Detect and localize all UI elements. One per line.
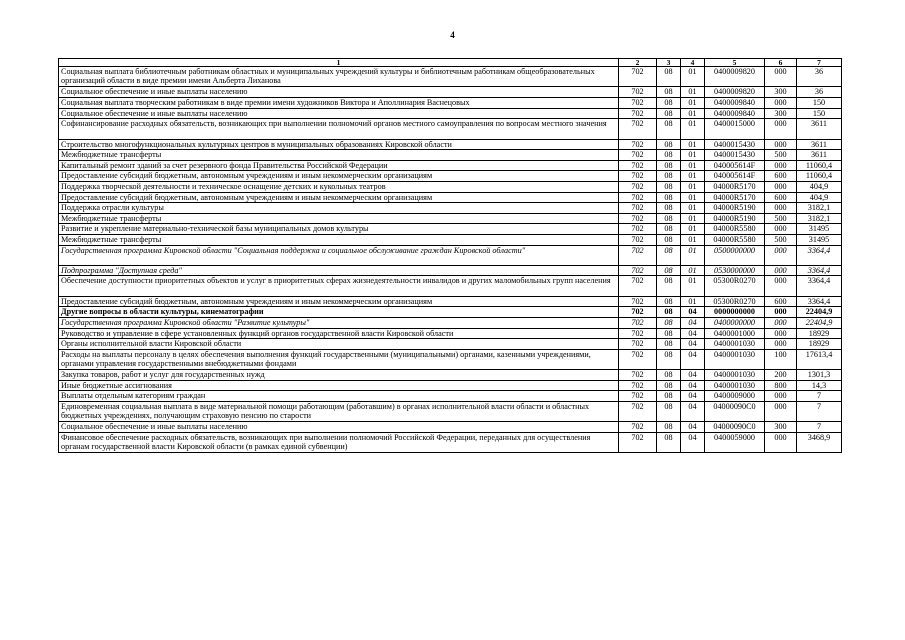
row-section-cell: 08	[657, 296, 681, 307]
row-subsection-cell: 01	[681, 203, 705, 214]
row-target-code-cell: 04000090C0	[705, 422, 765, 433]
row-name-cell: Поддержка творческой деятельности и техническое оснащение детских и кукольных театров	[59, 181, 619, 192]
row-section-cell: 08	[657, 87, 681, 98]
row-subsection-cell: 01	[681, 171, 705, 182]
row-amount-cell: 3611	[797, 119, 842, 139]
table-row	[59, 328, 842, 339]
row-section-cell: 08	[657, 307, 681, 318]
row-name-cell: Государственная программа Кировской области "Социальная поддержка и социальное обслуживание граждан Кировской области"	[59, 245, 619, 265]
row-target-code-cell: 0400000000	[705, 318, 765, 329]
row-admin-code-cell: 702	[619, 139, 657, 150]
row-subsection-cell: 04	[681, 422, 705, 433]
row-admin-code-cell: 702	[619, 108, 657, 119]
row-subsection-cell: 01	[681, 108, 705, 119]
row-amount-cell: 3611	[797, 150, 842, 161]
row-amount-cell: 7	[797, 391, 842, 402]
row-admin-code-cell: 702	[619, 150, 657, 161]
row-amount-cell: 18929	[797, 339, 842, 350]
row-name-cell: Государственная программа Кировской области "Развитие культуры"	[59, 318, 619, 329]
row-admin-code-cell: 702	[619, 213, 657, 224]
row-amount-cell: 31495	[797, 234, 842, 245]
row-target-code-cell: 05300R0270	[705, 276, 765, 296]
row-subsection-cell: 01	[681, 119, 705, 139]
table-row	[59, 349, 842, 369]
row-subsection-cell: 04	[681, 318, 705, 329]
row-section-cell: 08	[657, 97, 681, 108]
row-subsection-cell: 01	[681, 181, 705, 192]
row-target-code-cell: 0400009820	[705, 67, 765, 87]
table-row	[59, 224, 842, 235]
row-section-cell: 08	[657, 370, 681, 381]
row-amount-cell: 36	[797, 67, 842, 87]
header-col-5: 5	[705, 59, 765, 67]
row-amount-cell: 7	[797, 422, 842, 433]
row-section-cell: 08	[657, 402, 681, 422]
row-section-cell: 08	[657, 276, 681, 296]
row-subsection-cell: 01	[681, 87, 705, 98]
table-row	[59, 391, 842, 402]
row-amount-cell: 7	[797, 402, 842, 422]
row-expense-type-cell: 000	[765, 139, 797, 150]
row-section-cell: 08	[657, 192, 681, 203]
row-admin-code-cell: 702	[619, 391, 657, 402]
row-subsection-cell: 01	[681, 245, 705, 265]
table-row	[59, 402, 842, 422]
row-name-cell: Закупка товаров, работ и услуг для государственных нужд	[59, 370, 619, 381]
row-admin-code-cell: 702	[619, 192, 657, 203]
row-subsection-cell: 04	[681, 370, 705, 381]
row-amount-cell: 1301,3	[797, 370, 842, 381]
row-amount-cell: 22404,9	[797, 307, 842, 318]
row-name-cell: Предоставление субсидий бюджетным, автономным учреждениям и иным некоммерческим организациям	[59, 296, 619, 307]
row-expense-type-cell: 000	[765, 328, 797, 339]
page-number: 4	[450, 30, 455, 40]
row-subsection-cell: 01	[681, 224, 705, 235]
row-amount-cell: 3182,1	[797, 213, 842, 224]
row-amount-cell: 3364,4	[797, 265, 842, 276]
row-target-code-cell: 04000R5580	[705, 224, 765, 235]
row-admin-code-cell: 702	[619, 67, 657, 87]
row-name-cell: Руководство и управление в сфере установленных функций органов государственной власти Кировской области	[59, 328, 619, 339]
row-target-code-cell: 04000R5190	[705, 213, 765, 224]
row-name-cell: Финансовое обеспечение расходных обязательств, возникающих при выполнении полномочий Российской Федерации, переданных для осуществления органам государственной власти Кировской области (в рамках единой субвенции)	[59, 433, 619, 453]
row-expense-type-cell: 500	[765, 213, 797, 224]
row-target-code-cell: 0400009000	[705, 391, 765, 402]
row-amount-cell: 404,9	[797, 181, 842, 192]
row-expense-type-cell: 000	[765, 119, 797, 139]
row-admin-code-cell: 702	[619, 234, 657, 245]
header-col-6: 6	[765, 59, 797, 67]
row-name-cell: Подпрограмма "Доступная среда"	[59, 265, 619, 276]
row-amount-cell: 150	[797, 108, 842, 119]
table-row	[59, 296, 842, 307]
table-row	[59, 265, 842, 276]
row-name-cell: Другие вопросы в области культуры, кинематографии	[59, 307, 619, 318]
table-row	[59, 203, 842, 214]
row-subsection-cell: 04	[681, 402, 705, 422]
row-name-cell: Социальное обеспечение и иные выплаты населению	[59, 108, 619, 119]
row-subsection-cell: 04	[681, 328, 705, 339]
row-amount-cell: 14,3	[797, 380, 842, 391]
row-admin-code-cell: 702	[619, 339, 657, 350]
row-subsection-cell: 04	[681, 380, 705, 391]
row-expense-type-cell: 000	[765, 307, 797, 318]
row-admin-code-cell: 702	[619, 203, 657, 214]
row-admin-code-cell: 702	[619, 296, 657, 307]
row-name-cell: Межбюджетные трансферты	[59, 213, 619, 224]
row-expense-type-cell: 000	[765, 67, 797, 87]
row-amount-cell: 3364,4	[797, 245, 842, 265]
row-section-cell: 08	[657, 391, 681, 402]
row-admin-code-cell: 702	[619, 245, 657, 265]
row-subsection-cell: 01	[681, 67, 705, 87]
row-expense-type-cell: 000	[765, 402, 797, 422]
row-section-cell: 08	[657, 139, 681, 150]
row-target-code-cell: 0400015430	[705, 150, 765, 161]
table-row	[59, 422, 842, 433]
row-amount-cell: 3611	[797, 139, 842, 150]
row-section-cell: 08	[657, 265, 681, 276]
row-expense-type-cell: 000	[765, 318, 797, 329]
row-section-cell: 08	[657, 160, 681, 171]
row-admin-code-cell: 702	[619, 402, 657, 422]
row-admin-code-cell: 702	[619, 97, 657, 108]
row-expense-type-cell: 000	[765, 433, 797, 453]
row-target-code-cell: 040005614F	[705, 171, 765, 182]
row-admin-code-cell: 702	[619, 181, 657, 192]
row-expense-type-cell: 000	[765, 245, 797, 265]
row-section-cell: 08	[657, 422, 681, 433]
row-section-cell: 08	[657, 328, 681, 339]
header-col-7: 7	[797, 59, 842, 67]
row-amount-cell: 150	[797, 97, 842, 108]
row-section-cell: 08	[657, 349, 681, 369]
row-admin-code-cell: 702	[619, 119, 657, 139]
row-subsection-cell: 04	[681, 433, 705, 453]
row-name-cell: Социальное обеспечение и иные выплаты населению	[59, 87, 619, 98]
header-col-1: 1	[59, 59, 619, 67]
row-subsection-cell: 01	[681, 265, 705, 276]
row-expense-type-cell: 600	[765, 171, 797, 182]
row-amount-cell: 3468,9	[797, 433, 842, 453]
row-section-cell: 08	[657, 245, 681, 265]
row-admin-code-cell: 702	[619, 265, 657, 276]
row-subsection-cell: 01	[681, 276, 705, 296]
row-admin-code-cell: 702	[619, 87, 657, 98]
table-row	[59, 97, 842, 108]
row-section-cell: 08	[657, 339, 681, 350]
row-name-cell: Предоставление субсидий бюджетным, автономным учреждениям и иным некоммерческим организациям	[59, 171, 619, 182]
table-row	[59, 380, 842, 391]
table-row	[59, 276, 842, 296]
row-expense-type-cell: 000	[765, 224, 797, 235]
row-section-cell: 08	[657, 171, 681, 182]
row-subsection-cell: 01	[681, 97, 705, 108]
row-name-cell: Расходы на выплаты персоналу в целях обеспечения выполнения функций государственными (муниципальными) органами, казенными учреждениями, органами управления государственными внебюджетными фондами	[59, 349, 619, 369]
row-subsection-cell: 01	[681, 150, 705, 161]
row-target-code-cell: 0400001000	[705, 328, 765, 339]
row-admin-code-cell: 702	[619, 433, 657, 453]
table-row	[59, 150, 842, 161]
row-expense-type-cell: 000	[765, 391, 797, 402]
table-header-row	[59, 59, 842, 67]
row-name-cell: Софинансирование расходных обязательств, возникающих при выполнении полномочий органов местного самоуправления по вопросам местного значения	[59, 119, 619, 139]
row-target-code-cell: 0400015000	[705, 119, 765, 139]
table-row	[59, 87, 842, 98]
row-section-cell: 08	[657, 433, 681, 453]
row-name-cell: Капитальный ремонт зданий за счет резервного фонда Правительства Российской Федерации	[59, 160, 619, 171]
row-name-cell: Иные бюджетные ассигнования	[59, 380, 619, 391]
table-row	[59, 370, 842, 381]
row-subsection-cell: 04	[681, 391, 705, 402]
row-subsection-cell: 01	[681, 234, 705, 245]
row-admin-code-cell: 702	[619, 276, 657, 296]
row-section-cell: 08	[657, 213, 681, 224]
row-target-code-cell: 0000000000	[705, 307, 765, 318]
row-expense-type-cell: 000	[765, 181, 797, 192]
table-row	[59, 318, 842, 329]
row-admin-code-cell: 702	[619, 318, 657, 329]
row-expense-type-cell: 300	[765, 87, 797, 98]
row-section-cell: 08	[657, 181, 681, 192]
table-row	[59, 181, 842, 192]
row-expense-type-cell: 500	[765, 150, 797, 161]
row-name-cell: Предоставление субсидий бюджетным, автономным учреждениям и иным некоммерческим организациям	[59, 192, 619, 203]
row-section-cell: 08	[657, 203, 681, 214]
row-section-cell: 08	[657, 108, 681, 119]
row-name-cell: Обеспечение доступности приоритетных объектов и услуг в приоритетных сферах жизнедеятельности инвалидов и других маломобильных групп населения	[59, 276, 619, 296]
row-amount-cell: 404,9	[797, 192, 842, 203]
row-admin-code-cell: 702	[619, 160, 657, 171]
header-col-3: 3	[657, 59, 681, 67]
table-row	[59, 139, 842, 150]
row-admin-code-cell: 702	[619, 307, 657, 318]
row-section-cell: 08	[657, 234, 681, 245]
row-amount-cell: 11060,4	[797, 171, 842, 182]
row-amount-cell: 3182,1	[797, 203, 842, 214]
row-subsection-cell: 01	[681, 296, 705, 307]
row-admin-code-cell: 702	[619, 349, 657, 369]
row-expense-type-cell: 300	[765, 422, 797, 433]
row-name-cell: Единовременная социальная выплата в виде материальной помощи работающим (работавшим) в органах исполнительной власти области и областных бюджетных учреждениях, получающим страховую пенсию по старости	[59, 402, 619, 422]
table-row	[59, 119, 842, 139]
row-section-cell: 08	[657, 150, 681, 161]
table-row	[59, 245, 842, 265]
table-row	[59, 307, 842, 318]
budget-table-container	[58, 58, 841, 453]
row-expense-type-cell: 000	[765, 339, 797, 350]
row-section-cell: 08	[657, 318, 681, 329]
table-row	[59, 339, 842, 350]
table-row	[59, 234, 842, 245]
row-name-cell: Строительство многофункциональных культурных центров в муниципальных образованиях Кировской области	[59, 139, 619, 150]
row-subsection-cell: 01	[681, 160, 705, 171]
budget-table	[58, 58, 842, 453]
row-expense-type-cell: 200	[765, 370, 797, 381]
row-section-cell: 08	[657, 380, 681, 391]
row-target-code-cell: 0500000000	[705, 245, 765, 265]
row-name-cell: Социальная выплата творческим работникам в виде премии имени художников Виктора и Аполлинария Васнецовых	[59, 97, 619, 108]
row-target-code-cell: 0400009820	[705, 87, 765, 98]
row-expense-type-cell: 300	[765, 108, 797, 119]
row-amount-cell: 18929	[797, 328, 842, 339]
row-amount-cell: 36	[797, 87, 842, 98]
row-expense-type-cell: 600	[765, 296, 797, 307]
row-name-cell: Межбюджетные трансферты	[59, 234, 619, 245]
row-target-code-cell: 04000090C0	[705, 402, 765, 422]
table-row	[59, 108, 842, 119]
row-amount-cell: 31495	[797, 224, 842, 235]
row-target-code-cell: 04000R5190	[705, 203, 765, 214]
row-admin-code-cell: 702	[619, 171, 657, 182]
row-name-cell: Социальная выплата библиотечным работникам областных и муниципальных учреждений культуры и библиотечным работникам общеобразовательных организаций области в виде премии имени Альберта Лиханова	[59, 67, 619, 87]
row-amount-cell: 3364,4	[797, 276, 842, 296]
row-target-code-cell: 04000R5580	[705, 234, 765, 245]
row-name-cell: Органы исполнительной власти Кировской области	[59, 339, 619, 350]
row-name-cell: Социальное обеспечение и иные выплаты населению	[59, 422, 619, 433]
row-section-cell: 08	[657, 119, 681, 139]
table-row	[59, 433, 842, 453]
row-subsection-cell: 04	[681, 307, 705, 318]
row-target-code-cell: 0400001030	[705, 349, 765, 369]
row-name-cell: Развитие и укрепление материально-технической базы муниципальных домов культуры	[59, 224, 619, 235]
row-subsection-cell: 01	[681, 139, 705, 150]
row-expense-type-cell: 600	[765, 192, 797, 203]
row-target-code-cell: 0400001030	[705, 380, 765, 391]
table-row	[59, 213, 842, 224]
header-col-4: 4	[681, 59, 705, 67]
table-row	[59, 171, 842, 182]
row-expense-type-cell: 000	[765, 276, 797, 296]
row-subsection-cell: 01	[681, 192, 705, 203]
row-expense-type-cell: 000	[765, 203, 797, 214]
row-amount-cell: 3364,4	[797, 296, 842, 307]
row-target-code-cell: 04000R5170	[705, 192, 765, 203]
row-admin-code-cell: 702	[619, 224, 657, 235]
row-target-code-cell: 04000R5170	[705, 181, 765, 192]
row-expense-type-cell: 000	[765, 160, 797, 171]
row-name-cell: Поддержка отрасли культуры	[59, 203, 619, 214]
row-expense-type-cell: 500	[765, 234, 797, 245]
row-name-cell: Межбюджетные трансферты	[59, 150, 619, 161]
row-target-code-cell: 05300R0270	[705, 296, 765, 307]
table-row	[59, 160, 842, 171]
row-target-code-cell: 0400015430	[705, 139, 765, 150]
row-section-cell: 08	[657, 67, 681, 87]
row-target-code-cell: 0400009840	[705, 108, 765, 119]
row-admin-code-cell: 702	[619, 328, 657, 339]
header-col-2: 2	[619, 59, 657, 67]
row-target-code-cell: 040005614F	[705, 160, 765, 171]
row-amount-cell: 22404,9	[797, 318, 842, 329]
row-subsection-cell: 01	[681, 213, 705, 224]
row-target-code-cell: 0400009840	[705, 97, 765, 108]
table-row	[59, 67, 842, 87]
row-target-code-cell: 0530000000	[705, 265, 765, 276]
row-admin-code-cell: 702	[619, 380, 657, 391]
row-subsection-cell: 04	[681, 339, 705, 350]
row-target-code-cell: 0400001030	[705, 370, 765, 381]
row-subsection-cell: 04	[681, 349, 705, 369]
row-expense-type-cell: 000	[765, 97, 797, 108]
row-expense-type-cell: 800	[765, 380, 797, 391]
row-amount-cell: 11060,4	[797, 160, 842, 171]
row-target-code-cell: 0400001030	[705, 339, 765, 350]
row-expense-type-cell: 000	[765, 265, 797, 276]
row-expense-type-cell: 100	[765, 349, 797, 369]
row-section-cell: 08	[657, 224, 681, 235]
row-target-code-cell: 0400059000	[705, 433, 765, 453]
row-admin-code-cell: 702	[619, 422, 657, 433]
row-name-cell: Выплаты отдельным категориям граждан	[59, 391, 619, 402]
row-amount-cell: 17613,4	[797, 349, 842, 369]
row-admin-code-cell: 702	[619, 370, 657, 381]
table-row	[59, 192, 842, 203]
